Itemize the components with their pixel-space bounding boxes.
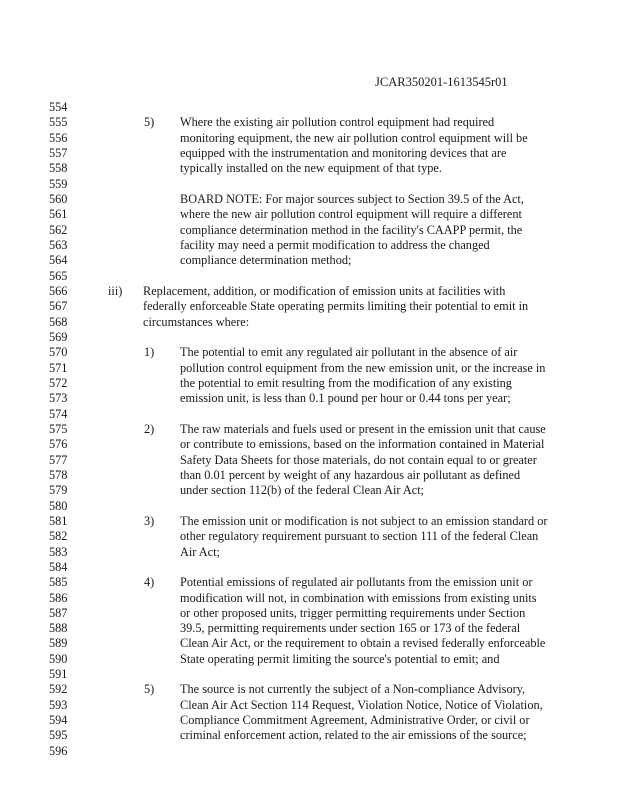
line-text: than 0.01 percent by weight of any hazardous air pollutant as defined [180,467,521,482]
line-number: 564 [49,253,68,268]
document-line [0,468,618,483]
list-item-label: 3) [144,513,155,528]
document-id-header: JCAR350201-1613545r01 [375,75,508,89]
document-line [0,361,618,376]
document-line [0,223,618,238]
list-item-label: 1) [144,345,155,360]
document-line [0,606,618,621]
list-item-label: 5) [144,115,155,130]
document-line [0,713,618,728]
document-line [0,437,618,452]
line-number: 577 [49,452,68,467]
document-line [0,131,618,146]
line-number: 574 [49,406,68,421]
line-text: criminal enforcement action, related to the air emissions of the source; [180,728,527,743]
document-line [0,591,618,606]
document-line [0,667,618,682]
line-text: The source is not currently the subject of a Non-compliance Advisory, [180,682,526,697]
line-number: 594 [49,713,68,728]
line-number: 582 [49,529,68,544]
line-text: emission unit, is less than 0.1 pound per hour or 0.44 tons per year; [180,391,511,406]
document-line [0,698,618,713]
line-text: typically installed on the new equipment of that type. [180,161,442,176]
line-number: 585 [49,575,68,590]
line-text: other regulatory requirement pursuant to section 111 of the federal Clean [180,529,539,544]
document-line [0,728,618,743]
line-number: 590 [49,651,68,666]
document-line [0,161,618,176]
document-line [0,238,618,253]
document-line [0,560,618,575]
document-line [0,575,618,590]
document-line [0,744,618,759]
list-item-label: 5) [144,682,155,697]
line-number: 557 [49,145,68,160]
line-number: 584 [49,559,68,574]
line-number: 566 [49,283,68,298]
line-text: The potential to emit any regulated air pollutant in the absence of air [180,345,518,360]
line-text: facility may need a permit modification to address the changed [180,237,490,252]
document-line [0,652,618,667]
document-line [0,315,618,330]
line-text: where the new air pollution control equipment will require a different [180,207,522,222]
line-text: BOARD NOTE: For major sources subject to Section 39.5 of the Act, [180,191,524,206]
document-line [0,115,618,130]
line-number: 559 [49,176,68,191]
list-item-label: iii) [108,283,123,298]
line-number: 556 [49,130,68,145]
line-number: 569 [49,329,68,344]
document-line [0,299,618,314]
line-text: 39.5, permitting requirements under section 165 or 173 of the federal [180,621,521,636]
line-text: Air Act; [180,544,220,559]
line-number: 587 [49,605,68,620]
document-line [0,682,618,697]
line-number: 570 [49,345,68,360]
document-line [0,636,618,651]
line-text: under section 112(b) of the federal Clean Air Act; [180,483,425,498]
line-number: 595 [49,728,68,743]
line-number: 592 [49,682,68,697]
list-item-label: 4) [144,575,155,590]
line-number: 576 [49,437,68,452]
line-number: 589 [49,636,68,651]
document-line [0,514,618,529]
line-text: Where the existing air pollution control equipment had required [180,115,495,130]
line-number: 583 [49,544,68,559]
line-text: Potential emissions of regulated air pollutants from the emission unit or [180,575,533,590]
document-line [0,253,618,268]
document-line [0,345,618,360]
line-number: 578 [49,467,68,482]
line-number: 591 [49,667,68,682]
document-line [0,529,618,544]
document-body [0,100,618,759]
line-text: circumstances where: [143,314,250,329]
line-number: 565 [49,268,68,283]
document-line [0,453,618,468]
document-line [0,376,618,391]
line-number: 573 [49,391,68,406]
line-text: the potential to emit resulting from the modification of any existing [180,375,512,390]
line-number: 586 [49,590,68,605]
line-text: federally enforceable State operating permits limiting their potential to emit in [143,299,529,314]
line-text: State operating permit limiting the source's potential to emit; and [180,651,500,666]
line-number: 562 [49,222,68,237]
line-text: Safety Data Sheets for those materials, do not contain equal to or greater [180,452,537,467]
document-line [0,391,618,406]
line-number: 579 [49,483,68,498]
line-text: compliance determination method; [180,253,352,268]
document-line [0,545,618,560]
document-line [0,177,618,192]
document-line [0,499,618,514]
line-number: 571 [49,360,68,375]
line-text: Replacement, addition, or modification of emission units at facilities with [143,283,506,298]
line-text: equipped with the instrumentation and monitoring devices that are [180,145,507,160]
line-number: 561 [49,207,68,222]
list-item-label: 2) [144,421,155,436]
line-number: 558 [49,161,68,176]
line-text: Clean Air Act, or the requirement to obtain a revised federally enforceable [180,636,546,651]
document-line [0,407,618,422]
document-line [0,192,618,207]
document-line [0,330,618,345]
line-text: pollution control equipment from the new emission unit, or the increase in [180,360,546,375]
document-line [0,207,618,222]
line-number: 588 [49,621,68,636]
line-text: compliance determination method in the facility's CAAPP permit, the [180,222,523,237]
line-text: monitoring equipment, the new air pollution control equipment will be [180,130,528,145]
document-line [0,146,618,161]
line-text: modification will not, in combination with emissions from existing units [180,590,537,605]
line-text: The emission unit or modification is not subject to an emission standard or [180,513,548,528]
document-line [0,483,618,498]
line-number: 593 [49,697,68,712]
line-number: 567 [49,299,68,314]
line-number: 580 [49,498,68,513]
document-line [0,284,618,299]
line-text: The raw materials and fuels used or present in the emission unit that cause [180,421,546,436]
document-line [0,621,618,636]
line-text: Compliance Commitment Agreement, Administrative Order, or civil or [180,713,530,728]
line-number: 568 [49,314,68,329]
line-text: Clean Air Act Section 114 Request, Violation Notice, Notice of Violation, [180,697,543,712]
document-line [0,422,618,437]
line-number: 581 [49,513,68,528]
line-text: or other proposed units, trigger permitting requirements under Section [180,605,526,620]
line-number: 554 [49,100,68,114]
line-number: 596 [49,743,68,758]
line-text: or contribute to emissions, based on the information contained in Material [180,437,545,452]
line-number: 560 [49,191,68,206]
line-number: 572 [49,375,68,390]
document-line [0,269,618,284]
line-number: 555 [49,115,68,130]
document-line [0,100,618,115]
line-number: 575 [49,421,68,436]
line-number: 563 [49,237,68,252]
